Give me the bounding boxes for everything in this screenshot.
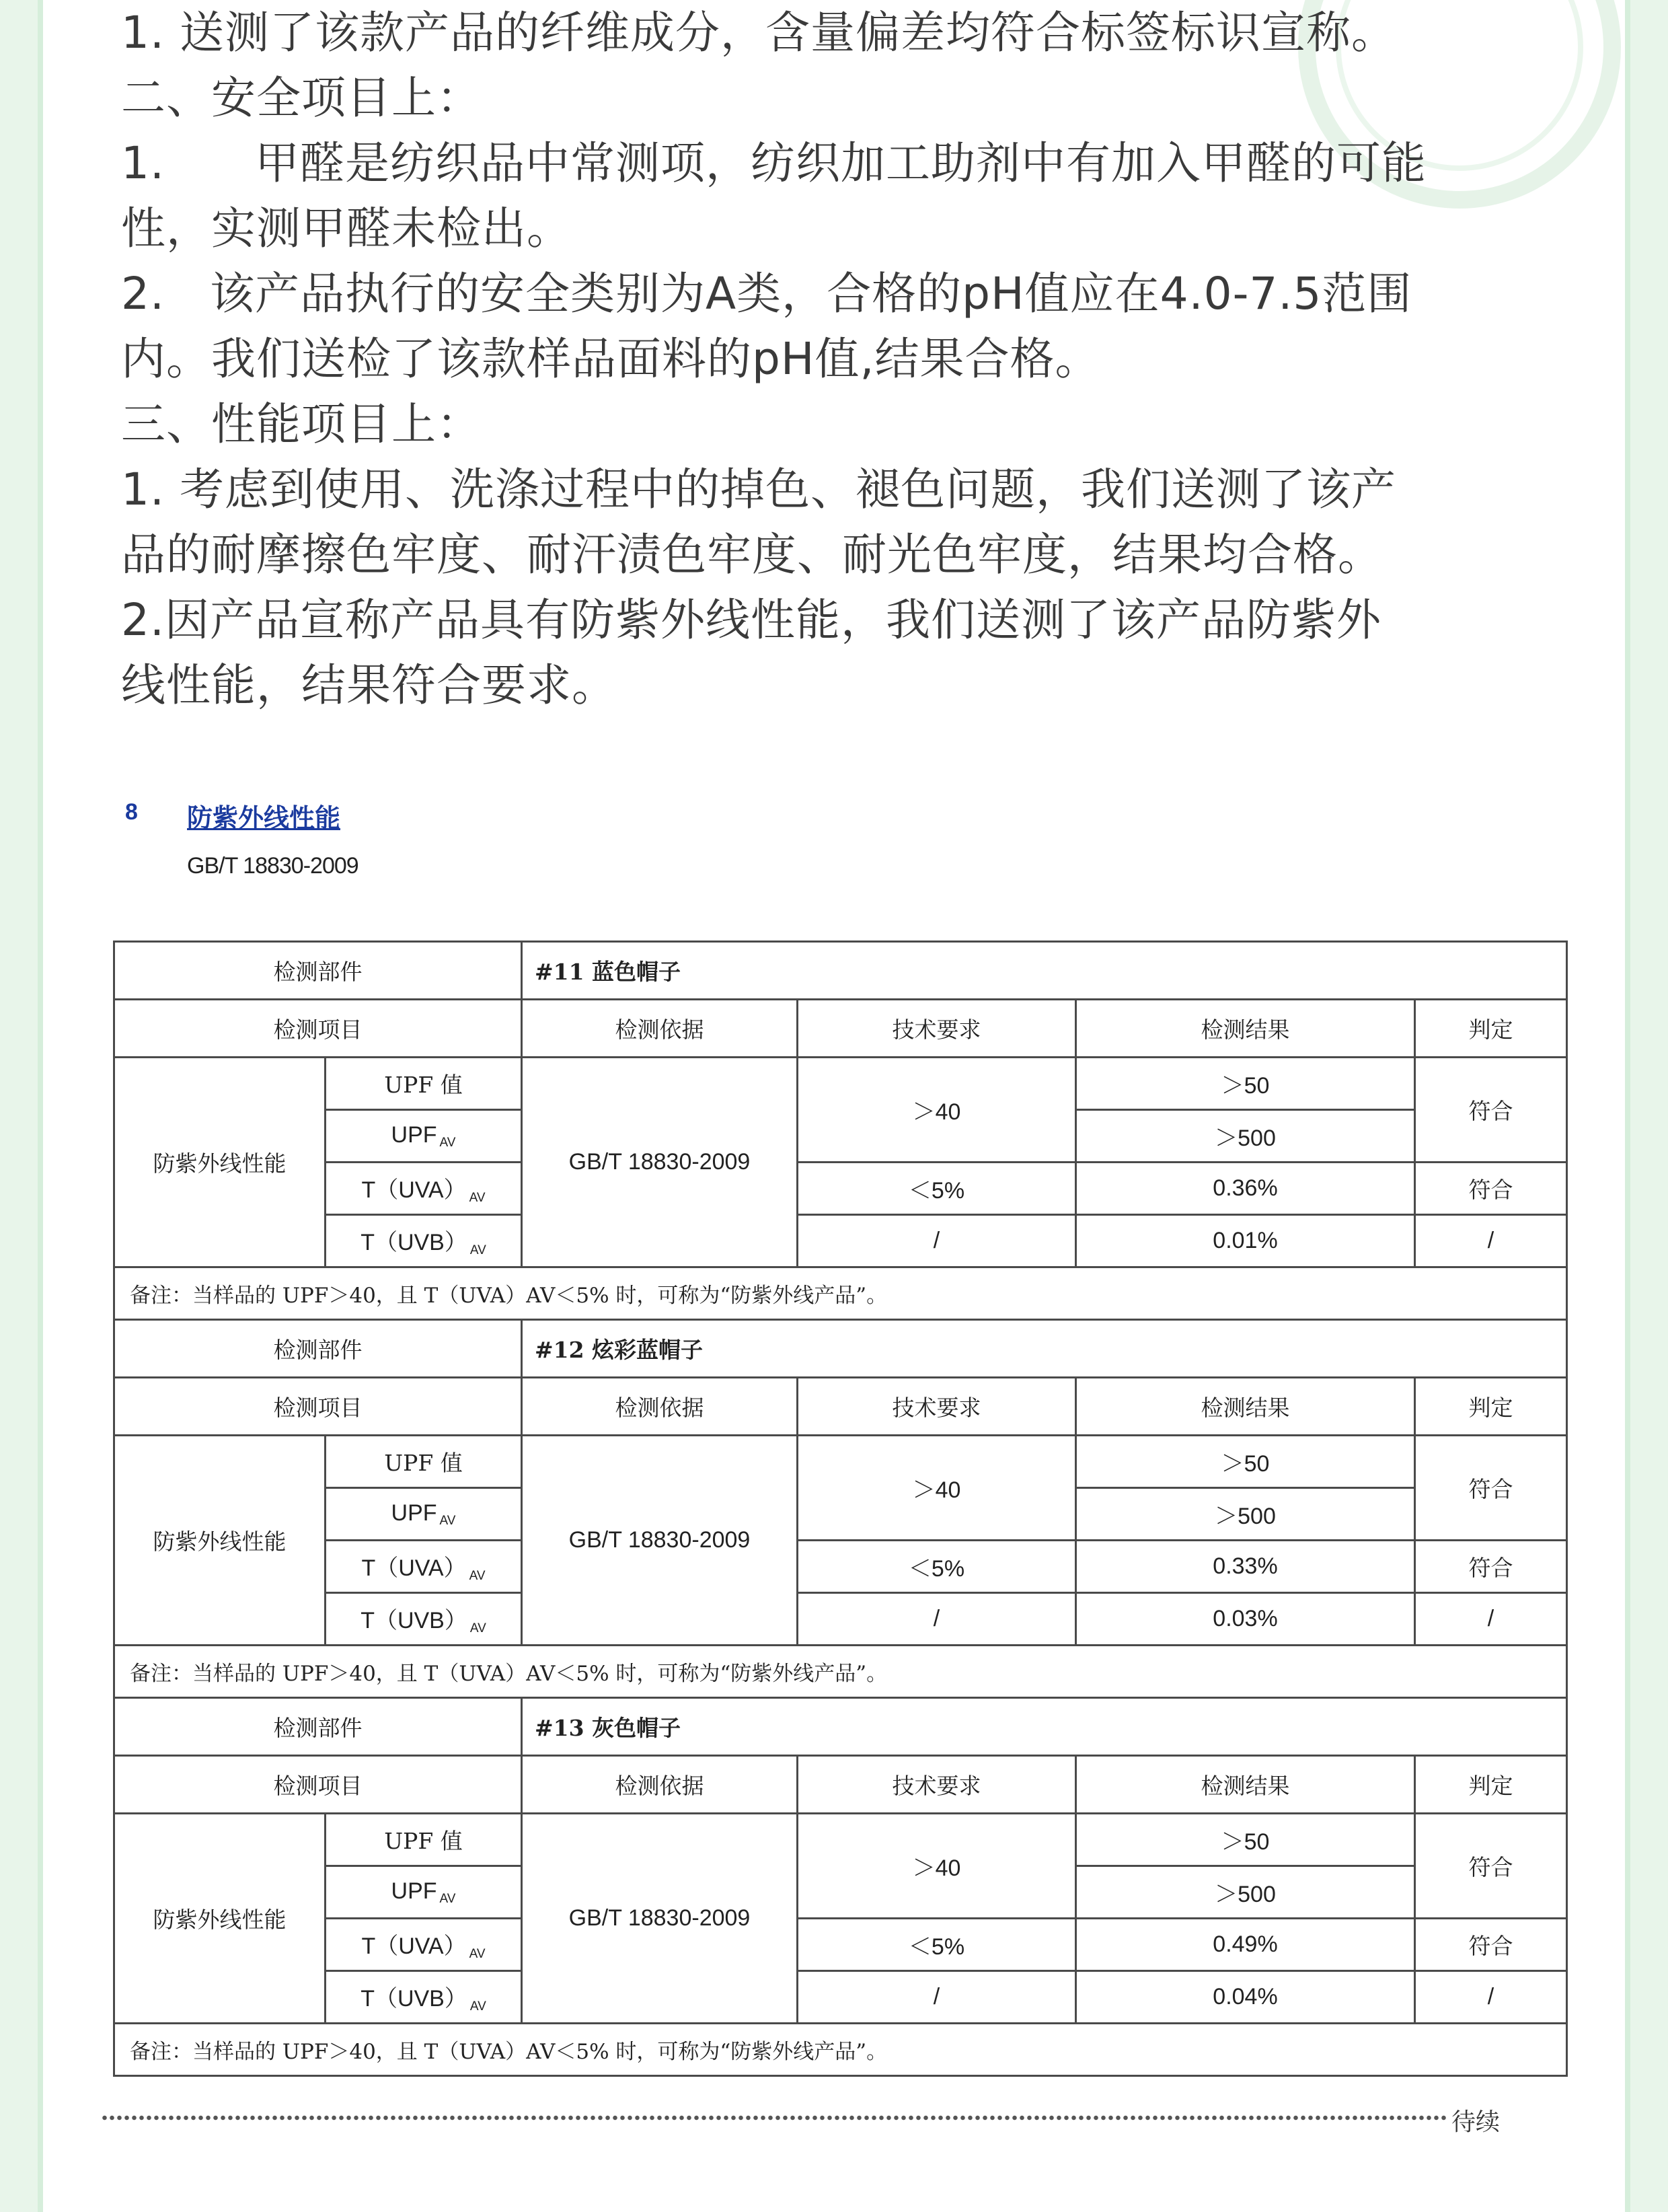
item-header: 检测项目 [114, 1378, 522, 1436]
upf-row [114, 1814, 1567, 1866]
section-number: 8 [125, 799, 138, 825]
category-cell: 防紫外线性能 [114, 1436, 326, 1646]
basis-header: 检测依据 [522, 1756, 798, 1814]
upf-label: UPF 值 [326, 1814, 522, 1866]
upf-result: ＞50 [1076, 1436, 1415, 1488]
paragraph-line: 三、性能项目上： [121, 398, 482, 450]
uva-label [326, 1541, 522, 1593]
result-header: 检测结果 [1076, 1756, 1415, 1814]
dotted-separator [101, 2114, 1446, 2121]
upf-verdict: 符合 [1415, 1814, 1567, 1919]
av-subscript: AV [439, 1891, 456, 1906]
part-label: 检测部件 [114, 1698, 522, 1756]
upf-requirement: ＞40 [798, 1436, 1076, 1541]
uva-label [326, 1163, 522, 1215]
upf-av-text: UPF [391, 1121, 437, 1148]
verdict-header: 判定 [1415, 1000, 1567, 1058]
note-row [114, 2024, 1567, 2076]
uvb-requirement: / [798, 1971, 1076, 2024]
upf-requirement: ＞40 [798, 1814, 1076, 1919]
uva-requirement: ＜5% [798, 1163, 1076, 1215]
uva-verdict: 符合 [1415, 1541, 1567, 1593]
uvb-result: 0.03% [1076, 1593, 1415, 1646]
uva-row [114, 1919, 1567, 1971]
upf-av-label [326, 1110, 522, 1163]
part-row [114, 942, 1567, 1000]
uv-protection-table [113, 941, 1568, 2077]
part-row [114, 1320, 1567, 1378]
upf-requirement: ＞40 [798, 1058, 1076, 1163]
requirement-header: 技术要求 [798, 1756, 1076, 1814]
uva-result: 0.36% [1076, 1163, 1415, 1215]
upf-av-result: ＞500 [1076, 1488, 1415, 1541]
upf-av-result: ＞500 [1076, 1110, 1415, 1163]
paragraph-line: 品的耐摩擦色牢度、耐汗渍色牢度、耐光色牢度，结果均合格。 [121, 529, 1383, 581]
section-title: 防紫外线性能 [187, 803, 341, 833]
upf-label: UPF 值 [326, 1058, 522, 1110]
uvb-result: 0.01% [1076, 1215, 1415, 1267]
note-row [114, 1646, 1567, 1698]
category-cell: 防紫外线性能 [114, 1058, 326, 1267]
upf-av-result: ＞500 [1076, 1866, 1415, 1919]
uva-requirement: ＜5% [798, 1541, 1076, 1593]
note-cell: 备注：当样品的 UPF＞40，且 T（UVA）AV＜5% 时，可称为“防紫外线产品”。 [114, 1646, 1567, 1698]
upf-result: ＞50 [1076, 1814, 1415, 1866]
uvb-label [326, 1971, 522, 2024]
uvb-requirement: / [798, 1593, 1076, 1646]
result-header: 检测结果 [1076, 1378, 1415, 1436]
paragraph-line: 二、安全项目上： [121, 72, 482, 124]
uvb-requirement: / [798, 1215, 1076, 1267]
part-label: 检测部件 [114, 942, 522, 1000]
basis-value: GB/T 18830-2009 [522, 1058, 798, 1267]
uvb-verdict: / [1415, 1593, 1567, 1646]
part-value: #11 蓝色帽子 [522, 942, 1567, 1000]
paragraph-line: 线性能，结果符合要求。 [121, 659, 617, 711]
upf-verdict: 符合 [1415, 1436, 1567, 1541]
upf-row [114, 1058, 1567, 1110]
av-subscript: AV [439, 1513, 456, 1528]
av-subscript: AV [469, 1569, 486, 1583]
result-header: 检测结果 [1076, 1000, 1415, 1058]
uvb-text: T（UVB） [361, 1608, 467, 1633]
section-standard: GB/T 18830-2009 [187, 853, 358, 879]
part-value: #13 灰色帽子 [522, 1698, 1567, 1756]
paragraph-line: 1. 甲醛是纺织品中常测项，纺织加工助剂中有加入甲醛的可能 [121, 137, 1427, 189]
category-cell: 防紫外线性能 [114, 1814, 326, 2024]
uvb-verdict: / [1415, 1971, 1567, 2024]
part-row [114, 1698, 1567, 1756]
upf-verdict: 符合 [1415, 1058, 1567, 1163]
uvb-label [326, 1215, 522, 1267]
uvb-row [114, 1215, 1567, 1267]
av-subscript: AV [439, 1135, 456, 1150]
uvb-text: T（UVB） [361, 1230, 467, 1255]
upf-label: UPF 值 [326, 1436, 522, 1488]
av-subscript: AV [469, 1243, 486, 1257]
part-label: 检测部件 [114, 1320, 522, 1378]
uva-result: 0.33% [1076, 1541, 1415, 1593]
paragraph-line: 2.因产品宣称产品具有防紫外线性能，我们送测了该产品防紫外 [121, 594, 1381, 646]
av-subscript: AV [469, 1621, 486, 1635]
uva-verdict: 符合 [1415, 1919, 1567, 1971]
uvb-label [326, 1593, 522, 1646]
uva-verdict: 符合 [1415, 1163, 1567, 1215]
av-subscript: AV [469, 1191, 486, 1205]
item-header: 检测项目 [114, 1000, 522, 1058]
paragraph-line: 1. 送测了该款产品的纤维成分，含量偏差均符合标签标识宣称。 [121, 7, 1396, 59]
header-row [114, 1000, 1567, 1058]
uvb-verdict: / [1415, 1215, 1567, 1267]
basis-header: 检测依据 [522, 1000, 798, 1058]
uva-text: T（UVA） [361, 1177, 467, 1203]
upf-row [114, 1436, 1567, 1488]
paragraph-line: 1. 考虑到使用、洗涤过程中的掉色、褪色问题，我们送测了该产 [121, 464, 1396, 515]
verdict-header: 判定 [1415, 1756, 1567, 1814]
uvb-text: T（UVB） [361, 1986, 467, 2012]
basis-header: 检测依据 [522, 1378, 798, 1436]
item-header: 检测项目 [114, 1756, 522, 1814]
uva-result: 0.49% [1076, 1919, 1415, 1971]
uvb-row [114, 1593, 1567, 1646]
uva-text: T（UVA） [361, 1555, 467, 1581]
header-row [114, 1756, 1567, 1814]
uva-requirement: ＜5% [798, 1919, 1076, 1971]
uva-text: T（UVA） [361, 1933, 467, 1959]
upf-av-label [326, 1866, 522, 1919]
basis-value: GB/T 18830-2009 [522, 1436, 798, 1646]
note-cell: 备注：当样品的 UPF＞40，且 T（UVA）AV＜5% 时，可称为“防紫外线产品”。 [114, 1267, 1567, 1320]
av-subscript: AV [469, 1999, 486, 2014]
basis-value: GB/T 18830-2009 [522, 1814, 798, 2024]
header-row [114, 1378, 1567, 1436]
verdict-header: 判定 [1415, 1378, 1567, 1436]
upf-av-label [326, 1488, 522, 1541]
uva-row [114, 1163, 1567, 1215]
uva-row [114, 1541, 1567, 1593]
note-cell: 备注：当样品的 UPF＞40，且 T（UVA）AV＜5% 时，可称为“防紫外线产品”。 [114, 2024, 1567, 2076]
upf-av-text: UPF [391, 1878, 437, 1904]
paragraph-line: 内。我们送检了该款样品面料的pH值,结果合格。 [121, 333, 1100, 385]
upf-result: ＞50 [1076, 1058, 1415, 1110]
uvb-result: 0.04% [1076, 1971, 1415, 2024]
continued-label: 待续 [1451, 2108, 1501, 2136]
uvb-row [114, 1971, 1567, 2024]
av-subscript: AV [469, 1947, 486, 1961]
requirement-header: 技术要求 [798, 1378, 1076, 1436]
paragraph-line: 性，实测甲醛未检出。 [121, 202, 572, 254]
part-value: #12 炫彩蓝帽子 [522, 1320, 1567, 1378]
paragraph-line: 2. 该产品执行的安全类别为A类，合格的pH值应在4.0-7.5范围 [121, 268, 1412, 320]
upf-av-text: UPF [391, 1500, 437, 1526]
requirement-header: 技术要求 [798, 1000, 1076, 1058]
note-row [114, 1267, 1567, 1320]
uva-label [326, 1919, 522, 1971]
